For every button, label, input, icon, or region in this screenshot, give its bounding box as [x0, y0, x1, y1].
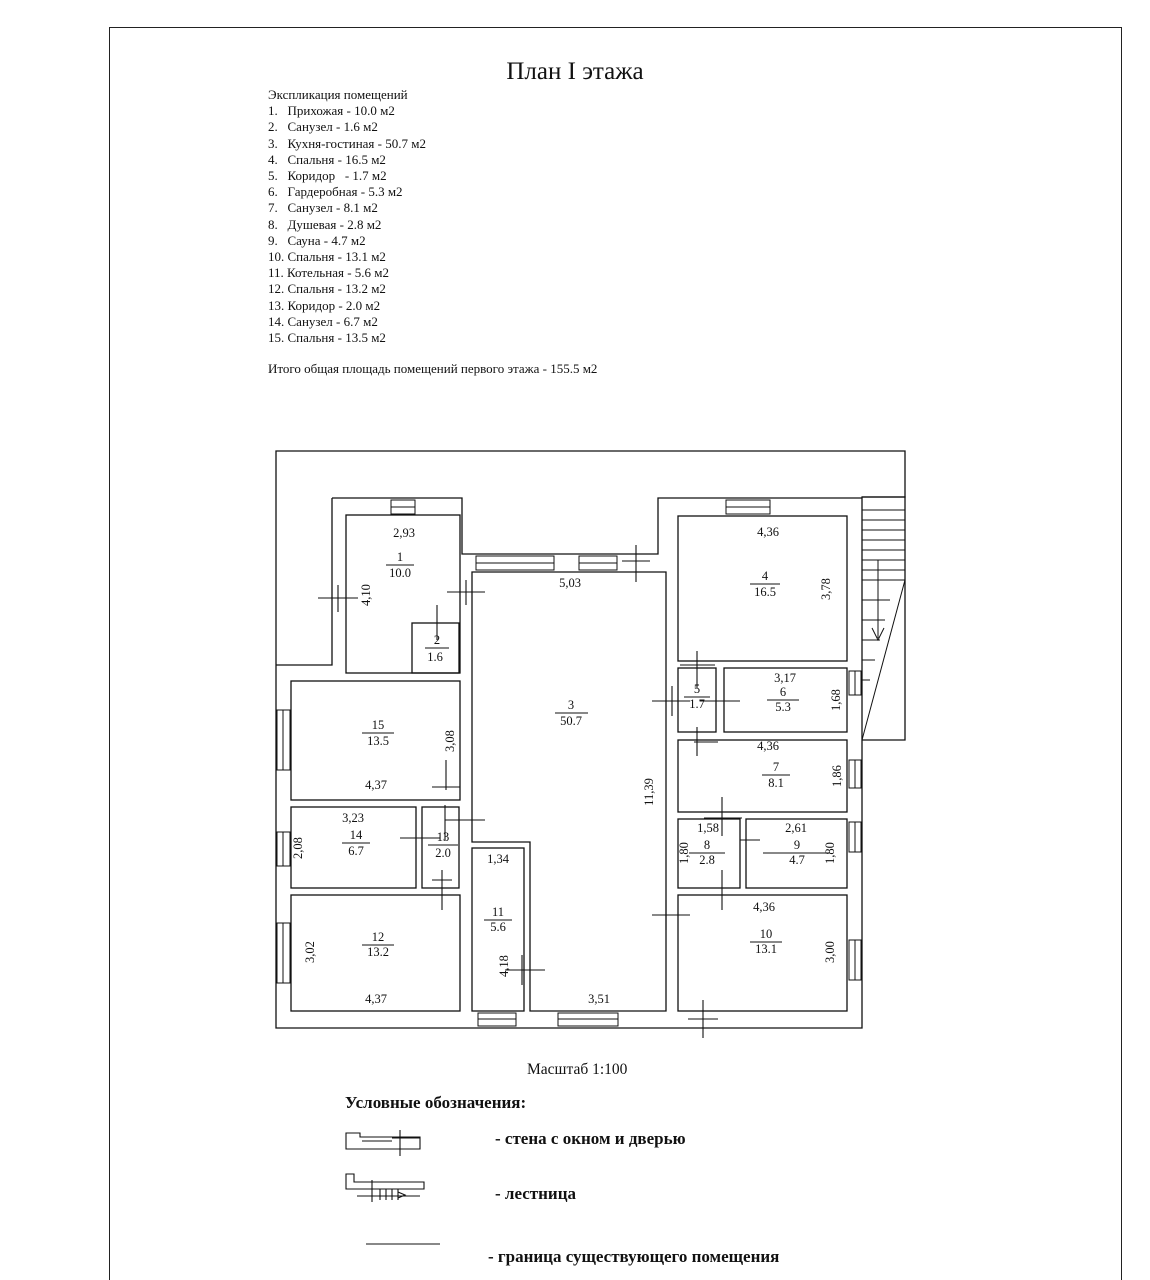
dim-label: 3,23	[342, 811, 364, 825]
stair-outline	[862, 497, 905, 740]
explication-item: 12. Спальня - 13.2 м2	[268, 281, 386, 297]
room-3-outline	[472, 572, 666, 1011]
explication-item: 10. Спальня - 13.1 м2	[268, 249, 386, 265]
explication-item: 4. Спальня - 16.5 м2	[268, 151, 386, 167]
dim-label: 1,80	[823, 842, 837, 864]
dim-label: 2,93	[393, 526, 415, 540]
room-2-area: 1.6	[427, 650, 443, 664]
explication-item: 5. Коридор - 1.7 м2	[268, 168, 387, 184]
stair-steps	[862, 510, 905, 740]
room-10-number: 10	[759, 927, 773, 941]
room-13-number: 13	[436, 830, 450, 844]
dim-label: 11,39	[642, 778, 656, 806]
scale-label: Масштаб 1:100	[527, 1061, 628, 1078]
dim-label: 1,34	[487, 852, 509, 866]
room-4-area: 16.5	[754, 585, 776, 599]
room-2-number: 2	[433, 633, 441, 647]
dim-label: 4,37	[365, 992, 387, 1006]
wall-window-door-symbol	[346, 1130, 420, 1156]
explication-item: 7. Санузел - 8.1 м2	[268, 200, 378, 216]
explication-item: 1. Прихожая - 10.0 м2	[268, 103, 395, 119]
room-1-number: 1	[396, 550, 404, 564]
room-7-area: 8.1	[768, 776, 784, 790]
explication-item: 6. Гардеробная - 5.3 м2	[268, 184, 403, 200]
dim-label: 4,18	[497, 955, 511, 977]
room-4-number: 4	[761, 569, 769, 583]
symbol-label-wall-window-door: - стена с окном и дверью	[495, 1129, 686, 1148]
dim-label: 4,37	[365, 778, 387, 792]
room-11-number: 11	[491, 905, 505, 919]
symbol-label-existing-boundary: - граница существующего помещения	[488, 1247, 780, 1266]
dim-label: 3,78	[819, 578, 833, 600]
room-14-number: 14	[349, 828, 363, 842]
legend-symbols	[346, 1130, 440, 1244]
symbol-label-stair: - лестница	[495, 1184, 576, 1203]
room-labels	[342, 550, 830, 959]
room-10-area: 13.1	[755, 942, 777, 956]
dim-label: 3,08	[443, 730, 457, 752]
explication-item: 3. Кухня-гостиная - 50.7 м2	[268, 135, 426, 151]
room-13-area: 2.0	[435, 846, 451, 860]
room-15-number: 15	[371, 718, 385, 732]
stair-symbol	[346, 1174, 424, 1202]
dim-label: 1,58	[697, 821, 719, 835]
room-5-area: 1.7	[689, 697, 705, 711]
room-8-area: 2.8	[699, 853, 715, 867]
dim-label: 4,36	[757, 739, 779, 753]
dim-label: 3,51	[588, 992, 610, 1006]
dim-label: 3,17	[774, 671, 796, 685]
symbols-heading: Условные обозначения:	[345, 1093, 527, 1112]
room-11-area: 5.6	[490, 920, 506, 934]
dim-label: 4,10	[359, 584, 373, 606]
dim-label: 3,02	[303, 941, 317, 963]
explication-item: 9. Сауна - 4.7 м2	[268, 232, 366, 248]
room-12-area: 13.2	[367, 945, 389, 959]
plan-title: План I этажа	[506, 58, 644, 85]
room-9-number: 9	[793, 838, 801, 852]
total-area: Итого общая площадь помещений первого этажа - 155.5 м2	[268, 361, 598, 376]
dim-label: 2,08	[291, 837, 305, 859]
room-1-area: 10.0	[389, 566, 411, 580]
explication-item: 15. Спальня - 13.5 м2	[268, 330, 386, 346]
dim-label: 1,80	[677, 842, 691, 864]
room-8-number: 8	[703, 838, 711, 852]
dim-label: 1,68	[829, 689, 843, 711]
room-14-area: 6.7	[348, 844, 364, 858]
room-6-number: 6	[779, 685, 787, 699]
room-5-number: 5	[693, 682, 701, 696]
room-3-area: 50.7	[560, 714, 582, 728]
explication-item: 8. Душевая - 2.8 м2	[268, 216, 382, 232]
explication-item: 2. Санузел - 1.6 м2	[268, 119, 378, 135]
room-9-area: 4.7	[789, 853, 805, 867]
dim-label: 2,61	[785, 821, 807, 835]
room-7-number: 7	[772, 760, 780, 774]
room-6-area: 5.3	[775, 700, 791, 714]
dim-label: 1,86	[830, 765, 844, 787]
dim-label: 3,00	[823, 941, 837, 963]
dim-label: 4,36	[753, 900, 775, 914]
dim-label: 5,03	[559, 576, 581, 590]
dim-label: 4,36	[757, 525, 779, 539]
room-15-area: 13.5	[367, 734, 389, 748]
explication-heading: Экспликация помещений	[268, 87, 408, 102]
explication-item: 14. Санузел - 6.7 м2	[268, 313, 378, 329]
room-3-number: 3	[567, 698, 575, 712]
room-12-number: 12	[371, 930, 385, 944]
explication-item: 13. Коридор - 2.0 м2	[268, 297, 381, 313]
explication-item: 11. Котельная - 5.6 м2	[268, 265, 389, 281]
